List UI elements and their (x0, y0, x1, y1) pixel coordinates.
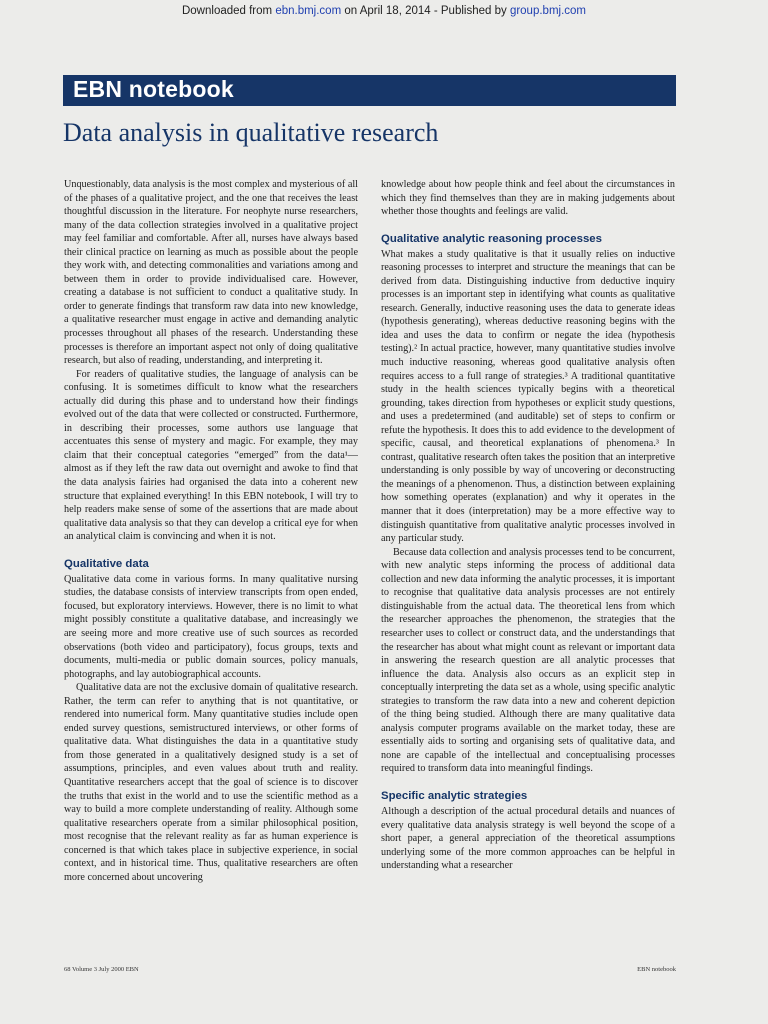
download-line (0, 5, 768, 17)
paragraph: Unquestionably, data analysis is the most complex and mysterious of all of the phases of a qualitative project, and the one that receives the least thoughtful discussion in the literature. For neophyte nurse researchers, many of the data collection strategies involved in a qualitative project may feel familiar and comfortable. After all, nurses have always based their clinical practice on learning as much as possible about the people they work with, and detecting commonalities and variations among and between them in order to provide individualised care. However, creating a database is not sufficient to conduct a qualitative study. In order to generate findings that transform raw data into new knowledge, a qualitative researcher must engage in active and demanding analytic processes throughout all phases of the research. Understanding these processes is therefore an important aspect not only of doing qualitative research, but also of reading, understanding, and interpreting it. (64, 179, 358, 367)
paragraph: Although a description of the actual procedural details and nuances of every qualitative data analysis strategy is well beyond the scope of a short paper, a general appreciation of the theoretical assumptions underlying some of the more common approaches can be helpful in understanding what a researcher (381, 805, 675, 872)
footer-left: 68 Volume 3 July 2000 EBN (64, 966, 139, 973)
heading-qualitative-data: Qualitative data (64, 557, 149, 570)
section-banner (63, 75, 676, 106)
download-middle: on April 18, 2014 - Published by (341, 5, 510, 17)
right-column (381, 178, 675, 873)
paragraph: What makes a study qualitative is that it usually relies on inductive reasoning processes to interpret and structure the meanings that can be derived from data. Distinguishing inductive from deductive inquiry processes is an important step in identifying what counts as qualitative research. Generally, inductive reasoning uses the data to generate ideas (hypothesis generating), whereas deductive reasoning begins with the idea and uses the data to confirm or negate the idea (hypothesis testing).² In actual practice, however, many quantitative studies involve much inductive reasoning, whereas good qualitative analysis often requires access to a full range of strategies.³ A traditional quantitative study in the health sciences typically begins with a theoretical grounding, takes direction from hypotheses or explicit study questions, and uses a predetermined (and auditable) set of steps to confirm or refute the hypothesis. It does this to add evidence to the development of specific, causal, and theoretical explanations of phenomena.³ In contrast, qualitative research often takes the position that an interpretive understanding is only possible by way of uncovering or deconstructing the meanings of a phenomenon. Thus, a distinction between explaining how something operates (explanation) and why it operates in the manner that it does (interpretation) may be a more effective way to distinguish quantitative from qualitative analytic processes involved in any particular study. (381, 248, 675, 545)
left-column (64, 178, 358, 884)
download-prefix: Downloaded from (181, 5, 276, 17)
heading-analytic-reasoning: Qualitative analytic reasoning processes (381, 232, 602, 245)
paragraph: Qualitative data are not the exclusive domain of qualitative research. Rather, the term can refer to anything that is not quantitative, or rendered into numerical form. Many quantitative studies include open ended survey questions, semistructured interviews, or other forms of qualitative data. What distinguishes the data in a quantitative study from those generated in a qualitatively designed study is a set of assumptions, principles, and even values about truth and reality. Quantitative researchers accept that the goal of science is to discover the truths that exist in the world and to use the scientific method as a way to build a more complete understanding of reality. Although some qualitative researchers operate from a similar philosophical position, most recognise that the relevant reality as far as human experience is concerned is that which takes place in subjective experience, in social context, and in historical time. Thus, qualitative researchers are often more concerned about uncovering (64, 682, 358, 883)
article-title: Data analysis in qualitative research (63, 118, 439, 147)
paragraph: Qualitative data come in various forms. In many qualitative nursing studies, the database consists of interview transcripts from open ended, focused, but exploratory interviews. However, there is no limit to what might possibly constitute a qualitative database, and increasingly we are seeing more and more creative use of such sources as recorded observations (both video and participatory), focus groups, texts and documents, multi-media or public domain sources, policy manuals, photographs, and lay autobiographical accounts. (64, 573, 358, 680)
heading-specific-strategies: Specific analytic strategies (381, 789, 528, 802)
paragraph: Because data collection and analysis processes tend to be concurrent, with new analytic steps informing the process of additional data collection and new data informing the analytic processes, it is important to recognise that qualitative data analysis processes are not entirely distinguishable from the actual data. The theoretical lens from which the researcher approaches the phenomenon, the strategies that the researcher uses to collect or construct data, and the understandings that the researcher has about what might count as relevant or important data in answering the research question are all analytic processes that influence the data. Analysis also occurs as an explicit step in conceptually interpreting the data set as a whole, using specific analytic strategies to transform the raw data into a new and coherent depiction of the thing being studied. Although there are many qualitative data analysis computer programs available on the market today, these are essentially aids to sorting and organising sets of qualitative data, and none are capable of the intellectual and conceptualising processes required to transform data into meaningful findings. (381, 546, 675, 775)
group-link[interactable]: group.bmj.com (509, 5, 586, 17)
paragraph: For readers of qualitative studies, the language of analysis can be confusing. It is sometimes difficult to know what the researchers actually did during this phase and to understand how their findings evolved out of the data that were collected or constructed. Furthermore, in describing their processes, some authors use language that accentuates this sense of mystery and magic. For example, they may claim that their conceptual categories “emerged” from the data¹—almost as if they left the raw data out overnight and awoke to find that the data analysis fairies had organised the data into a coherent new structure that explained everything! In this EBN notebook, I will try to help readers make sense of some of the assertions that are made about qualitative data analysis so that they can develop a critical eye for when an analytical claim is convincing and when it is not. (64, 368, 358, 543)
ebn-link[interactable]: ebn.bmj.com (275, 5, 342, 17)
banner-label: EBN notebook (73, 76, 234, 102)
footer-right: EBN notebook (637, 966, 676, 973)
paragraph: knowledge about how people think and feel about the circumstances in which they find themselves than they are in making judgements about whether those thoughts and feelings are valid. (381, 179, 675, 218)
